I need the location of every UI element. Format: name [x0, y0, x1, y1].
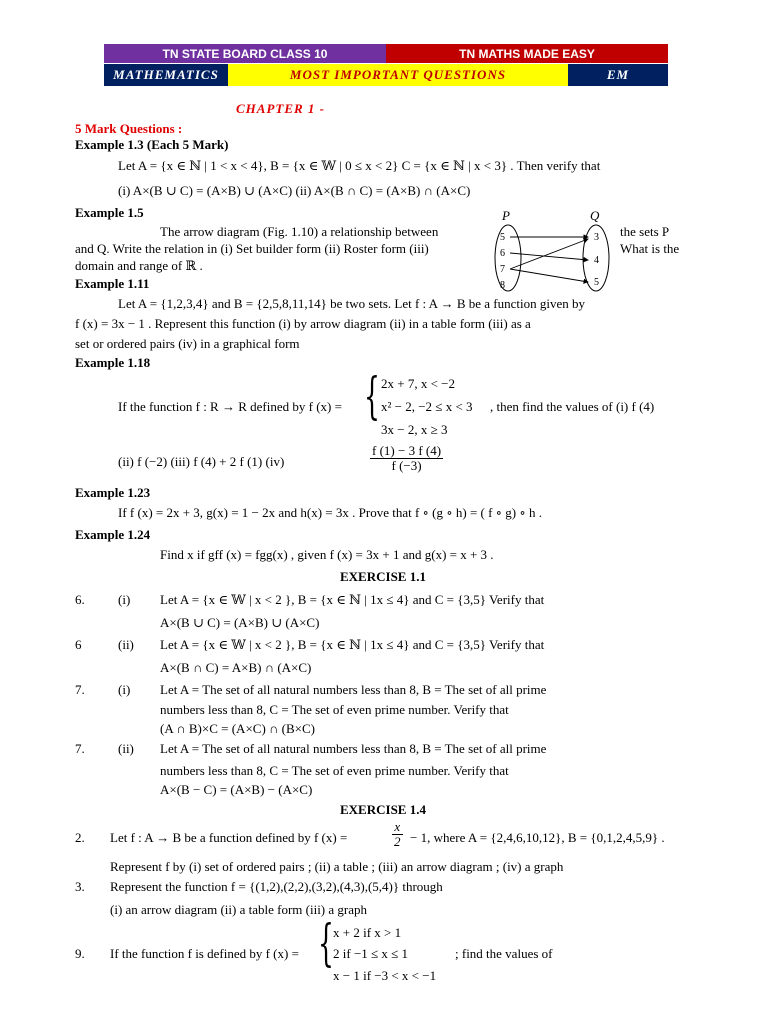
q6i-number: 6.: [75, 592, 85, 607]
example-1-5-line2: and Q. Write the relation in (i) Set builder form (ii) Roster form (iii): [75, 241, 429, 256]
p-element-7: 7: [500, 264, 505, 275]
example-1-23-title: Example 1.23: [75, 485, 151, 500]
set-p-ellipse: [495, 225, 521, 291]
q2-line1-tail: − 1, where A = {2,4,6,10,12}, B = {0,1,2,4,5,9} .: [410, 830, 665, 845]
q6ii-line2: A×(B ∩ C) = A×B) ∩ (A×C): [160, 660, 312, 675]
example-1-3-title: Example 1.3 (Each 5 Mark): [75, 137, 229, 152]
piece-3: 3x − 2, x ≥ 3: [381, 422, 448, 437]
header-row-1: [104, 44, 668, 63]
q9-brace: {: [318, 914, 334, 972]
q9-tail: ; find the values of: [455, 946, 553, 961]
example-1-23-text: If f (x) = 2x + 3, g(x) = 1 − 2x and h(x) = 3x . Prove that f ∘ (g ∘ h) = ( f ∘ g) ∘ h .: [118, 505, 543, 520]
example-1-5-title: Example 1.5: [75, 205, 144, 220]
example-1-18-fraction: [370, 444, 443, 473]
q6ii-line1: Let A = {x ∈ 𝕎 | x < 2 }, B = {x ∈ ℕ | 1x ≤ 4} and C = {3,5} Verify that: [160, 637, 545, 652]
set-q-label: Q: [590, 208, 600, 223]
example-1-5-line3: domain and range of ℝ .: [75, 258, 203, 273]
q2-line1: Let f : A → B be a function defined by f (x) =: [110, 830, 348, 845]
q7i-number: 7.: [75, 682, 85, 697]
example-1-3-text: Let A = {x ∈ ℕ | 1 < x < 4}, B = {x ∈ 𝕎 | 0 ≤ x < 2} C = {x ∈ ℕ | x < 3} . Then verify that: [118, 158, 601, 173]
chapter-title: CHAPTER 1 -: [236, 101, 326, 116]
header-row-2: [104, 64, 668, 86]
q7ii-line1: Let A = The set of all natural numbers less than 8, B = The set of all prime: [160, 741, 547, 756]
q6i-sub: (i): [118, 592, 131, 607]
example-1-18-parts: (ii) f (−2) (iii) f (4) + 2 f (1) (iv): [118, 454, 285, 469]
piece-1: 2x + 7, x < −2: [381, 376, 455, 391]
example-1-24-text: Find x if gff (x) = fgg(x) , given f (x) = 3x + 1 and g(x) = x + 3 .: [160, 547, 494, 562]
piecewise-brace: {: [364, 367, 380, 425]
q9-line1: If the function f is defined by f (x) =: [110, 946, 299, 961]
q3-line1: Represent the function f = {(1,2),(2,2),(3,2),(4,3),(5,4)} through: [110, 879, 443, 894]
section-title: 5 Mark Questions :: [75, 121, 183, 136]
q3-number: 3.: [75, 879, 85, 894]
q2-fraction-numerator: x: [392, 820, 403, 835]
q6ii-number: 6: [75, 637, 82, 652]
board-label: TN STATE BOARD CLASS 10: [104, 44, 386, 63]
example-1-11-line3: set or ordered pairs (iv) in a graphical form: [75, 336, 300, 351]
q2-fraction: [392, 820, 403, 849]
q2-number: 2.: [75, 830, 85, 845]
q6i-line1: Let A = {x ∈ 𝕎 | x < 2 }, B = {x ∈ ℕ | 1x ≤ 4} and C = {3,5} Verify that: [160, 592, 545, 607]
example-1-18-title: Example 1.18: [75, 355, 151, 370]
q3-line2: (i) an arrow diagram (ii) a table form (iii) a graph: [110, 902, 367, 917]
example-1-18-tail: , then find the values of (i) f (4): [490, 399, 655, 414]
q7ii-line2: numbers less than 8, C = The set of even prime number. Verify that: [160, 763, 509, 778]
q2-line2: Represent f by (i) set of ordered pairs ; (ii) a table ; (iii) an arrow diagram ; (iv) a graph: [110, 859, 564, 874]
brand-label: TN MATHS MADE EASY: [386, 44, 668, 63]
q9-piece-3: x − 1 if −3 < x < −1: [333, 968, 437, 983]
example-1-18-text: If the function f : R → R defined by f (x) =: [118, 399, 342, 414]
set-p-label: P: [502, 208, 510, 223]
exercise-1-4-heading: EXERCISE 1.4: [340, 802, 426, 817]
q7ii-line3: A×(B − C) = (A×B) − (A×C): [160, 782, 313, 797]
example-1-5-line1-end: the sets P: [620, 224, 670, 239]
q9-number: 9.: [75, 946, 85, 961]
q7i-sub: (i): [118, 682, 131, 697]
exercise-1-1-heading: EXERCISE 1.1: [340, 569, 426, 584]
q7ii-number: 7.: [75, 741, 85, 756]
fraction-denominator: f (−3): [391, 458, 422, 473]
q7i-line2: numbers less than 8, C = The set of even prime number. Verify that: [160, 702, 509, 717]
q-element-3: 3: [594, 232, 599, 243]
medium-label: EM: [568, 64, 668, 86]
title-label: MOST IMPORTANT QUESTIONS: [228, 64, 568, 86]
example-1-11-line2: f (x) = 3x − 1 . Represent this function (i) by arrow diagram (ii) in a table form (iii) as a: [75, 316, 531, 331]
q9-piece-2: 2 if −1 ≤ x ≤ 1: [333, 946, 409, 961]
arrow-7-5: [510, 269, 588, 282]
example-1-5-line1: The arrow diagram (Fig. 1.10) a relationship between: [160, 224, 439, 239]
example-1-5-line2-end: What is the: [620, 241, 680, 256]
arrow-diagram: [488, 206, 618, 292]
q2-fraction-denominator: 2: [394, 834, 401, 849]
example-1-11-line1: Let A = {1,2,3,4} and B = {2,5,8,11,14} be two sets. Let f : A → B be a function given by: [118, 296, 586, 311]
p-element-8: 8: [500, 280, 505, 291]
example-1-11-title: Example 1.11: [75, 276, 150, 291]
piece-2: x² − 2, −2 ≤ x < 3: [381, 399, 473, 414]
q6ii-sub: (ii): [118, 637, 134, 652]
q6i-line2: A×(B ∪ C) = (A×B) ∪ (A×C): [160, 615, 320, 630]
q7ii-sub: (ii): [118, 741, 134, 756]
p-element-5: 5: [500, 232, 505, 243]
q-element-5: 5: [594, 277, 599, 288]
p-element-6: 6: [500, 248, 505, 259]
fraction-numerator: f (1) − 3 f (4): [372, 443, 442, 458]
q7i-line1: Let A = The set of all natural numbers less than 8, B = The set of all prime: [160, 682, 547, 697]
q7i-line3: (A ∩ B)×C = (A×C) ∩ (B×C): [160, 721, 315, 736]
subject-label: MATHEMATICS: [104, 64, 228, 86]
example-1-3-parts: (i) A×(B ∪ C) = (A×B) ∪ (A×C) (ii) A×(B ∩ C) = (A×B) ∩ (A×C): [118, 183, 471, 198]
example-1-24-title: Example 1.24: [75, 527, 151, 542]
q-element-4: 4: [594, 255, 599, 266]
q9-piece-1: x + 2 if x > 1: [333, 925, 402, 940]
